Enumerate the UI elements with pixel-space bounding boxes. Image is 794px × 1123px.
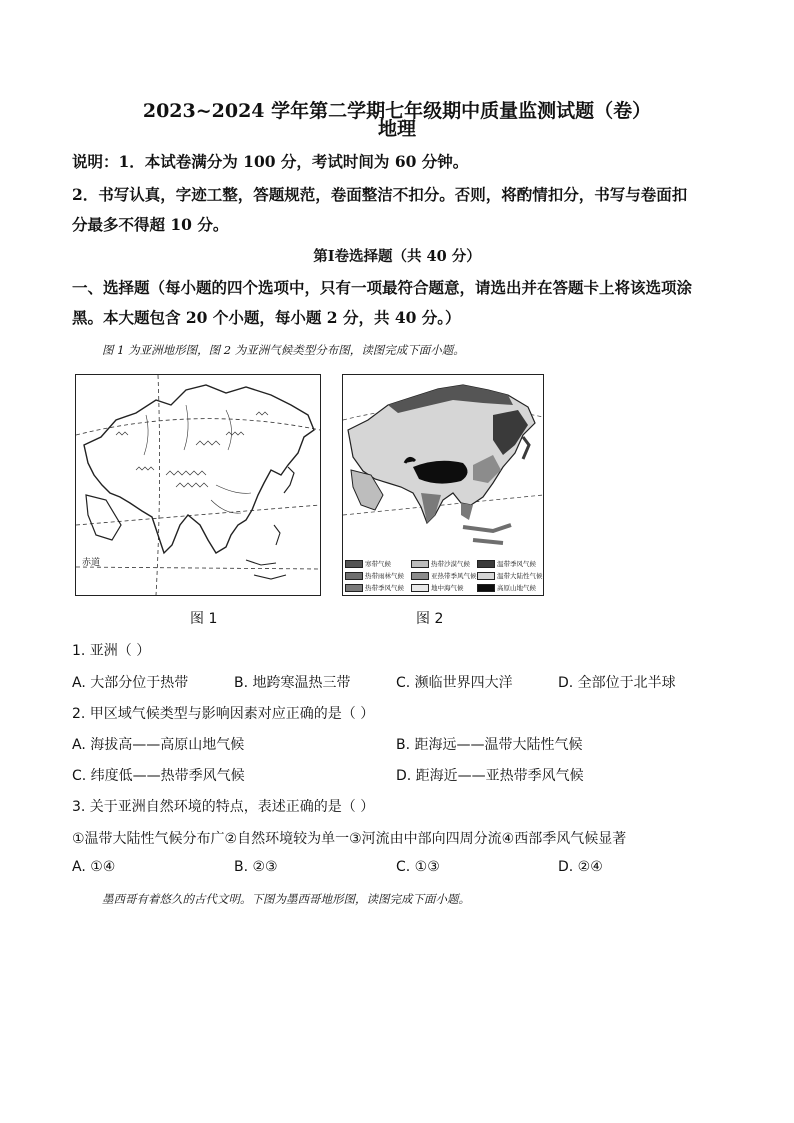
question-2-stem: 2. 甲区域气候类型与影响因素对应正确的是（ ） [72, 706, 375, 722]
legend-swatch [411, 584, 429, 592]
question-3-option-a[interactable]: A. ①④ [72, 859, 116, 875]
question-1-option-b[interactable]: B. 地跨寒温热三带 [234, 675, 351, 691]
legend-item: 亚热带季风气候 [411, 571, 477, 580]
legend-item: 温带季风气候 [477, 559, 536, 568]
question-2-option-b[interactable]: B. 距海远——温带大陆性气候 [396, 737, 583, 753]
legend-item: 温带大陆性气候 [477, 571, 543, 580]
legend-item: 热带雨林气候 [345, 571, 404, 580]
question-3-option-d[interactable]: D. ②④ [558, 859, 603, 875]
legend-swatch [411, 560, 429, 568]
legend-item: 地中海气候 [411, 583, 464, 592]
mexico-intro: 墨西哥有着悠久的古代文明。下图为墨西哥地形图，读图完成下面小题。 [102, 892, 470, 906]
figure-intro: 图 1 为亚洲地形图，图 2 为亚洲气候类型分布图，读图完成下面小题。 [102, 343, 465, 357]
legend-item: 热带沙漠气候 [411, 559, 470, 568]
subject-title: 地理 [377, 118, 416, 140]
exam-title: 2023~2024 学年第二学期七年级期中质量监测试题（卷） [142, 100, 652, 122]
legend-swatch [345, 572, 363, 580]
note-line-2: 2．书写认真，字迹工整，答题规范，卷面整洁不扣分。否则，将酌情扣分，书写与卷面扣 [72, 185, 688, 204]
asia-terrain-map [75, 374, 321, 596]
section-heading: 第Ⅰ卷选择题（共 40 分） [313, 248, 481, 265]
question-1-option-c[interactable]: C. 濒临世界四大洋 [396, 675, 513, 691]
note-line-3: 分最多不得超 10 分。 [72, 215, 229, 234]
question-3-stem: 3. 关于亚洲自然环境的特点，表述正确的是（ ） [72, 799, 375, 815]
question-3-option-b[interactable]: B. ②③ [234, 859, 278, 875]
legend-item: 热带季风气候 [345, 583, 404, 592]
asia-terrain-map-drawing [76, 375, 320, 595]
question-3-option-c[interactable]: C. ①③ [396, 859, 440, 875]
legend-swatch [411, 572, 429, 580]
section-instruction-1: 一、选择题（每小题的四个选项中，只有一项最符合题意，请选出并在答题卡上将该选项涂 [72, 278, 693, 297]
question-2-option-a[interactable]: A. 海拔高——高原山地气候 [72, 737, 245, 753]
question-1-option-a[interactable]: A. 大部分位于热带 [72, 675, 189, 691]
section-instruction-2: 黑。本大题包含 20 个小题，每小题 2 分，共 40 分。） [72, 308, 461, 327]
legend-swatch [345, 560, 363, 568]
legend-item: 高原山地气候 [477, 583, 536, 592]
question-2-option-d[interactable]: D. 距海近——亚热带季风气候 [396, 768, 584, 784]
legend-swatch [477, 560, 495, 568]
legend-item: 寒带气候 [345, 559, 391, 568]
asia-climate-map [342, 374, 544, 596]
asia-climate-map-drawing [343, 375, 543, 555]
question-2-option-c[interactable]: C. 纬度低——热带季风气候 [72, 768, 245, 784]
fig2-caption: 图 2 [416, 611, 444, 627]
equator-label: 赤道 [82, 558, 101, 568]
note-line-1: 说明：1．本试卷满分为 100 分，考试时间为 60 分钟。 [72, 152, 469, 171]
fig1-caption: 图 1 [190, 611, 218, 627]
climate-legend [343, 557, 543, 593]
legend-swatch [345, 584, 363, 592]
question-1-stem: 1. 亚洲（ ） [72, 643, 151, 659]
question-1-option-d[interactable]: D. 全部位于北半球 [558, 675, 676, 691]
question-3-statement: ①温带大陆性气候分布广②自然环境较为单一③河流由中部向四周分流④西部季风气候显著 [72, 831, 627, 847]
legend-swatch [477, 572, 495, 580]
legend-swatch [477, 584, 495, 592]
